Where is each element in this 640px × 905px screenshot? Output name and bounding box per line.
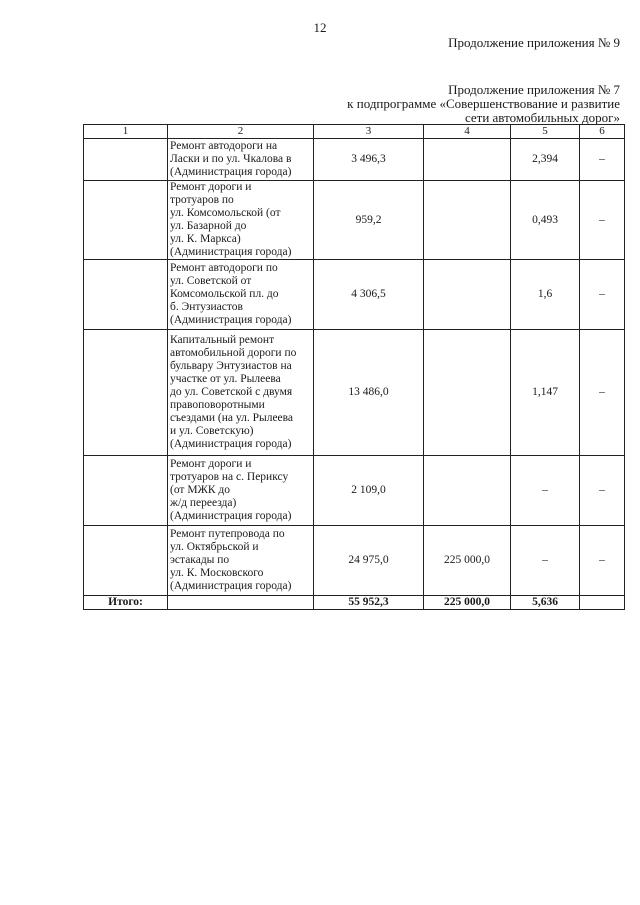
- description-line: (от МЖК до: [170, 484, 231, 496]
- total-row: [84, 596, 625, 610]
- value-cell-col5: 1,147: [511, 330, 580, 456]
- description-line: до ул. Советской с двумя: [170, 386, 293, 398]
- description-line: (Администрация города): [170, 246, 292, 258]
- value-cell-col6: –: [580, 260, 625, 330]
- work-description-cell: [168, 181, 314, 260]
- description-line: Ремонт путепровода по: [170, 528, 285, 540]
- value-cell-col5: 1,6: [511, 260, 580, 330]
- column-index-3: 3: [314, 125, 424, 139]
- description-line: Ремонт автодороги по: [170, 262, 278, 274]
- description-line: автомобильной дороги по: [170, 347, 297, 359]
- value-cell-col6: –: [580, 526, 625, 596]
- row-number-cell: [84, 181, 168, 260]
- work-description-cell: [168, 526, 314, 596]
- work-description-cell: [168, 139, 314, 181]
- description-line: ул. К. Московского: [170, 567, 264, 579]
- description-line: тротуаров по: [170, 194, 234, 206]
- column-index-2: 2: [168, 125, 314, 139]
- total-value-col3: 55 952,3: [314, 596, 424, 610]
- column-index-row: [84, 125, 625, 139]
- value-cell-col6: –: [580, 181, 625, 260]
- value-cell-col4: [424, 260, 511, 330]
- value-cell-col4: [424, 456, 511, 526]
- page-number: 12: [313, 20, 327, 35]
- description-line: Комсомольской пл. до: [170, 288, 279, 300]
- work-description-cell: [168, 260, 314, 330]
- appendix-9-caption: Продолжение приложения № 9: [448, 35, 620, 50]
- description-line: (Администрация города): [170, 580, 292, 592]
- work-description-cell: [168, 330, 314, 456]
- description-line: (Администрация города): [170, 510, 292, 522]
- description-line: съездами (на ул. Рылеева: [170, 412, 294, 424]
- value-cell-col4: [424, 139, 511, 181]
- table-row: [84, 260, 625, 330]
- value-cell-col4: [424, 330, 511, 456]
- description-line: ул. Комсомольской (от: [170, 207, 281, 219]
- value-cell-col4: 225 000,0: [424, 526, 511, 596]
- budget-table: [83, 124, 625, 610]
- header-line-3: сети автомобильных дорог»: [464, 110, 620, 125]
- description-line: (Администрация города): [170, 166, 292, 178]
- description-line: Ремонт дороги и: [170, 181, 252, 193]
- column-index-5: 5: [511, 125, 580, 139]
- description-line: б. Энтузиастов: [170, 301, 243, 313]
- description-line: (Администрация города): [170, 438, 292, 450]
- value-cell-col3: 13 486,0: [314, 330, 424, 456]
- description-line: Капитальный ремонт: [170, 334, 275, 346]
- header-line-1: Продолжение приложения № 7: [448, 82, 620, 97]
- description-line: Ласки и по ул. Чкалова в: [170, 153, 292, 165]
- table-row: [84, 526, 625, 596]
- row-number-cell: [84, 526, 168, 596]
- description-line: ул. Базарной до: [170, 220, 247, 232]
- table-row: [84, 139, 625, 181]
- description-line: бульвару Энтузиастов на: [170, 360, 292, 372]
- work-description-cell: [168, 456, 314, 526]
- appendix-7-header: [347, 83, 620, 125]
- total-value-col4: 225 000,0: [424, 596, 511, 610]
- column-index-1: 1: [84, 125, 168, 139]
- row-number-cell: [84, 330, 168, 456]
- value-cell-col3: 24 975,0: [314, 526, 424, 596]
- description-line: эстакады по: [170, 554, 230, 566]
- value-cell-col6: –: [580, 139, 625, 181]
- table-row: [84, 456, 625, 526]
- description-line: правоповоротными: [170, 399, 265, 411]
- description-line: (Администрация города): [170, 314, 292, 326]
- value-cell-col5: –: [511, 526, 580, 596]
- value-cell-col6: –: [580, 330, 625, 456]
- row-number-cell: [84, 139, 168, 181]
- description-line: и ул. Советскую): [170, 425, 254, 437]
- description-line: ул. Советской от: [170, 275, 252, 287]
- description-line: ж/д переезда): [170, 497, 237, 509]
- total-description-cell: [168, 596, 314, 610]
- value-cell-col3: 3 496,3: [314, 139, 424, 181]
- row-number-cell: [84, 260, 168, 330]
- description-line: участке от ул. Рылеева: [170, 373, 281, 385]
- total-value-col5: 5,636: [511, 596, 580, 610]
- total-value-col6: [580, 596, 625, 610]
- value-cell-col3: 2 109,0: [314, 456, 424, 526]
- value-cell-col4: [424, 181, 511, 260]
- value-cell-col5: 0,493: [511, 181, 580, 260]
- value-cell-col5: 2,394: [511, 139, 580, 181]
- table-row: [84, 330, 625, 456]
- value-cell-col3: 959,2: [314, 181, 424, 260]
- description-line: Ремонт дороги и: [170, 458, 252, 470]
- value-cell-col3: 4 306,5: [314, 260, 424, 330]
- description-line: ул. Октябрьской и: [170, 541, 259, 553]
- value-cell-col6: –: [580, 456, 625, 526]
- value-cell-col5: –: [511, 456, 580, 526]
- total-label: Итого:: [84, 596, 168, 610]
- description-line: тротуаров на с. Периксу: [170, 471, 289, 483]
- table-row: [84, 181, 625, 260]
- row-number-cell: [84, 456, 168, 526]
- description-line: Ремонт автодороги на: [170, 140, 278, 152]
- column-index-4: 4: [424, 125, 511, 139]
- header-line-2: к подпрограмме «Совершенствование и развитие: [347, 96, 620, 111]
- column-index-6: 6: [580, 125, 625, 139]
- description-line: ул. К. Маркса): [170, 233, 241, 245]
